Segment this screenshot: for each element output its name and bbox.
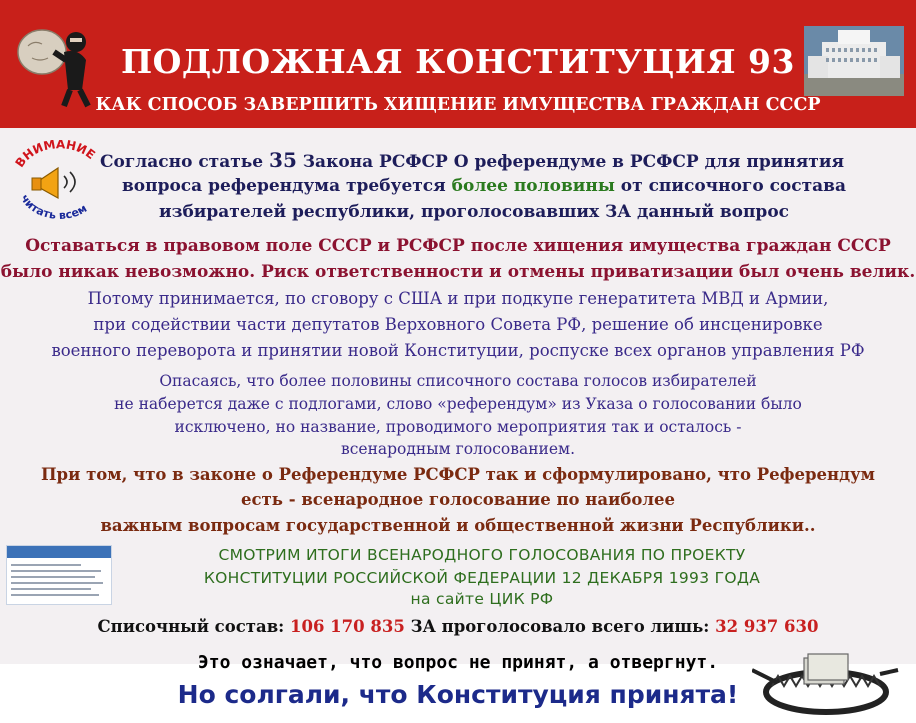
para3-line2: при содействии части депутатов Верховного Совета РФ, решение об инсценировке xyxy=(93,315,823,334)
para1-line2: вопроса референдума требуется более половины от списочного состава xyxy=(121,176,846,196)
money-trap-icon xyxy=(752,640,900,720)
para3-line3: военного переворота и принятии новой Конституции, роспуске всех органов управления РФ xyxy=(51,341,865,360)
votes-for-value: 32 937 630 xyxy=(715,617,819,636)
conclusion-line2: Но солгали, что Конституция принята! xyxy=(177,680,739,709)
registered-voters-value: 106 170 835 xyxy=(290,617,405,636)
badge-top-text: ВНИМАНИЕ xyxy=(12,140,98,170)
para4-line1: Опасаясь, что более половины списочного состава голосов избирателей xyxy=(159,372,757,390)
para3-line1: Потому принимается, по сговору с США и при подкупе генератитета МВД и Армии, xyxy=(87,289,829,308)
para5-line2: есть - всенародное голосование по наиболее xyxy=(241,490,675,509)
page-title: ПОДЛОЖНАЯ КОНСТИТУЦИЯ 93 xyxy=(121,42,795,81)
badge-bottom-text: читать всем xyxy=(17,192,90,223)
page-subtitle: КАК СПОСОБ ЗАВЕРШИТЬ ХИЩЕНИЕ ИМУЩЕСТВА ГРАЖДАН СССР xyxy=(95,95,821,115)
para1-line3: избирателей республики, проголосовавших ЗА данный вопрос xyxy=(158,202,790,222)
conclusion-line1: Это означает, что вопрос не принят, а отвергнут. xyxy=(197,652,719,673)
para4-line2: не наберется даже с подлогами, слово «референдум» из Указа о голосовании было xyxy=(114,395,802,413)
results-line2: КОНСТИТУЦИИ РОССИЙСКОЙ ФЕДЕРАЦИИ 12 ДЕКАБРЯ 1993 ГОДА xyxy=(203,569,761,587)
para5-line1: При том, что в законе о Референдуме РСФСР так и сформулировано, что Референдум xyxy=(40,465,876,484)
article-number: 35 xyxy=(269,148,297,172)
para5-line3: важным вопросам государственной и общественной жизни Республики.. xyxy=(100,516,816,535)
para2-line1: Оставаться в правовом поле СССР и РСФСР после хищения имущества граждан СССР xyxy=(25,236,891,256)
totals-line: Списочный состав: 106 170 835 ЗА проголосовало всего лишь: 32 937 630 xyxy=(97,617,819,636)
results-line3: на сайте ЦИК РФ xyxy=(410,590,554,608)
results-line1: СМОТРИМ ИТОГИ ВСЕНАРОДНОГО ГОЛОСОВАНИЯ ПО ПРОЕКТУ xyxy=(218,546,746,564)
para1-line1: Согласно статье 35 Закона РСФСР О референдуме в РСФСР для принятия xyxy=(99,148,845,172)
para4-line3: исключено, но название, проводимого мероприятия так и осталось - xyxy=(174,418,742,436)
more-than-half-highlight: более половины xyxy=(451,176,615,196)
para4-line4: всенародным голосованием. xyxy=(340,440,576,458)
para2-line2: было никак невозможно. Риск ответственности и отмены приватизации был очень велик. xyxy=(0,262,916,282)
